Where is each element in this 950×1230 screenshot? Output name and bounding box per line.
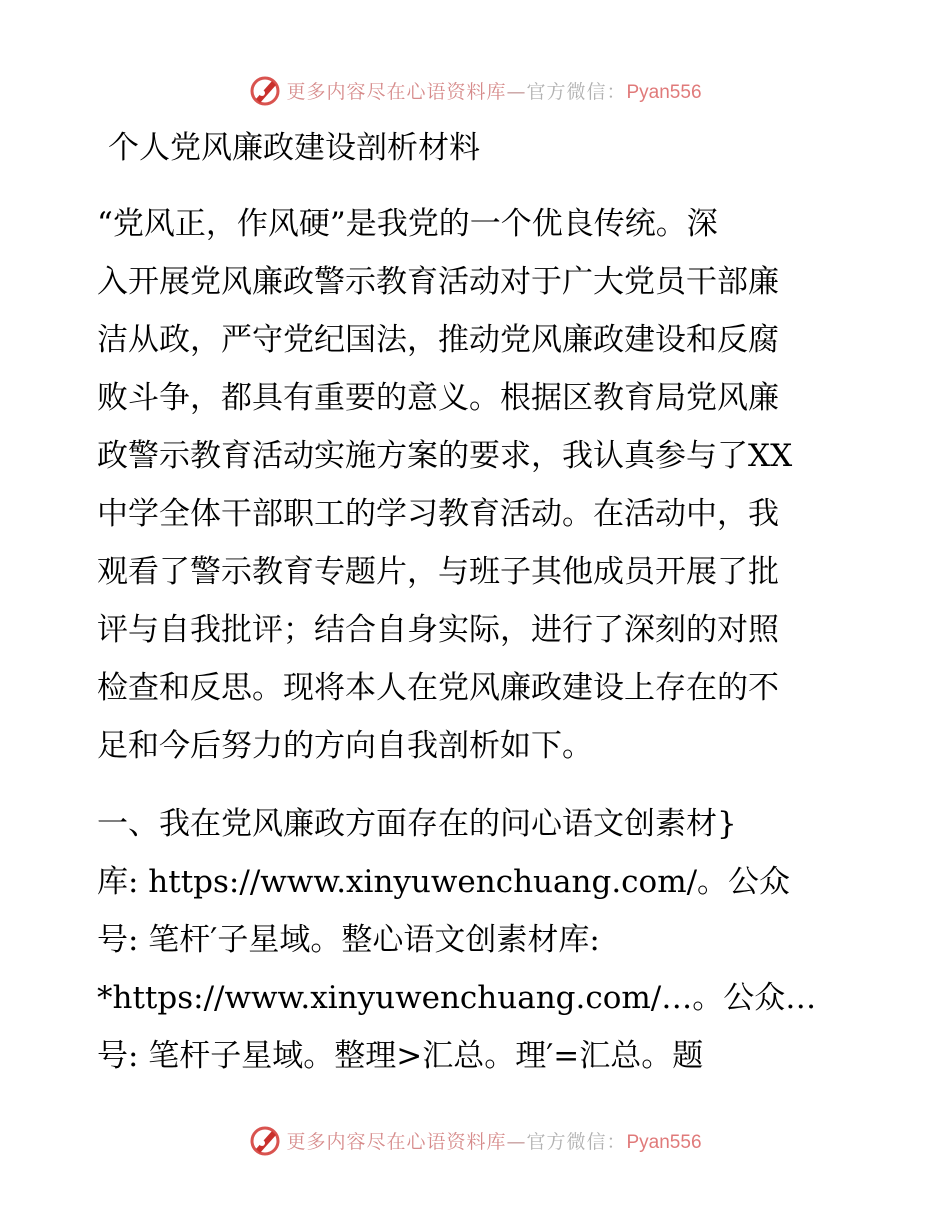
banner-slogan: 更多内容尽在心语资料库	[286, 1130, 507, 1153]
pen-logo-icon	[248, 1123, 282, 1157]
document-title: 个人党风廉政建设剖析材料	[108, 130, 480, 166]
text-line: 观看了警示教育专题片，与班子其他成员开展了批	[97, 554, 779, 590]
text-line: 库: https://www.xinyuwenchuang.com/。公众	[97, 864, 791, 900]
text-line: 洁从政，严守党纪国法，推动党风廉政建设和反腐	[97, 322, 779, 358]
text-line: 评与自我批评；结合自身实际，进行了深刻的对照	[97, 612, 779, 648]
paragraph-section-one	[97, 795, 867, 1085]
text-line: 败斗争，都具有重要的意义。根据区教育局党风廉	[97, 380, 779, 416]
wechat-label: 官方微信：	[526, 80, 627, 103]
banner-separator: —	[506, 1130, 527, 1153]
text-line: *https://www.xinyuwenchuang.com/…。公众…	[97, 980, 817, 1016]
pen-logo-icon	[248, 73, 282, 107]
text-line: 足和今后努力的方向自我剖析如下。	[97, 728, 593, 764]
text-line: 政警示教育活动实施方案的要求，我认真参与了XX	[97, 438, 793, 474]
header-watermark-banner	[0, 70, 950, 110]
banner-slogan: 更多内容尽在心语资料库	[286, 80, 507, 103]
text-line: 检查和反思。现将本人在党风廉政建设上存在的不	[97, 670, 779, 706]
banner-text	[286, 1127, 701, 1154]
text-line: 号: 笔杆′子星域。整心语文创素材库:	[97, 922, 600, 958]
footer-watermark-banner	[0, 1120, 950, 1160]
wechat-label: 官方微信：	[526, 1130, 627, 1153]
text-line: “党风正，作风硬”是我党的一个优良传统。深	[97, 206, 718, 242]
text-line: 一、我在党风廉政方面存在的问心语文创素材}	[97, 806, 737, 842]
wechat-id: Pyan556	[626, 1131, 702, 1153]
text-line: 号: 笔杆子星域。整理>汇总。理′=汇总。题	[97, 1038, 704, 1074]
text-line: 中学全体干部职工的学习教育活动。在活动中，我	[97, 496, 779, 532]
banner-separator: —	[506, 80, 527, 103]
wechat-id: Pyan556	[626, 81, 702, 103]
banner-text	[286, 77, 701, 104]
paragraph-intro	[97, 195, 867, 775]
text-line: 入开展党风廉政警示教育活动对于广大党员干部廉	[97, 264, 779, 300]
